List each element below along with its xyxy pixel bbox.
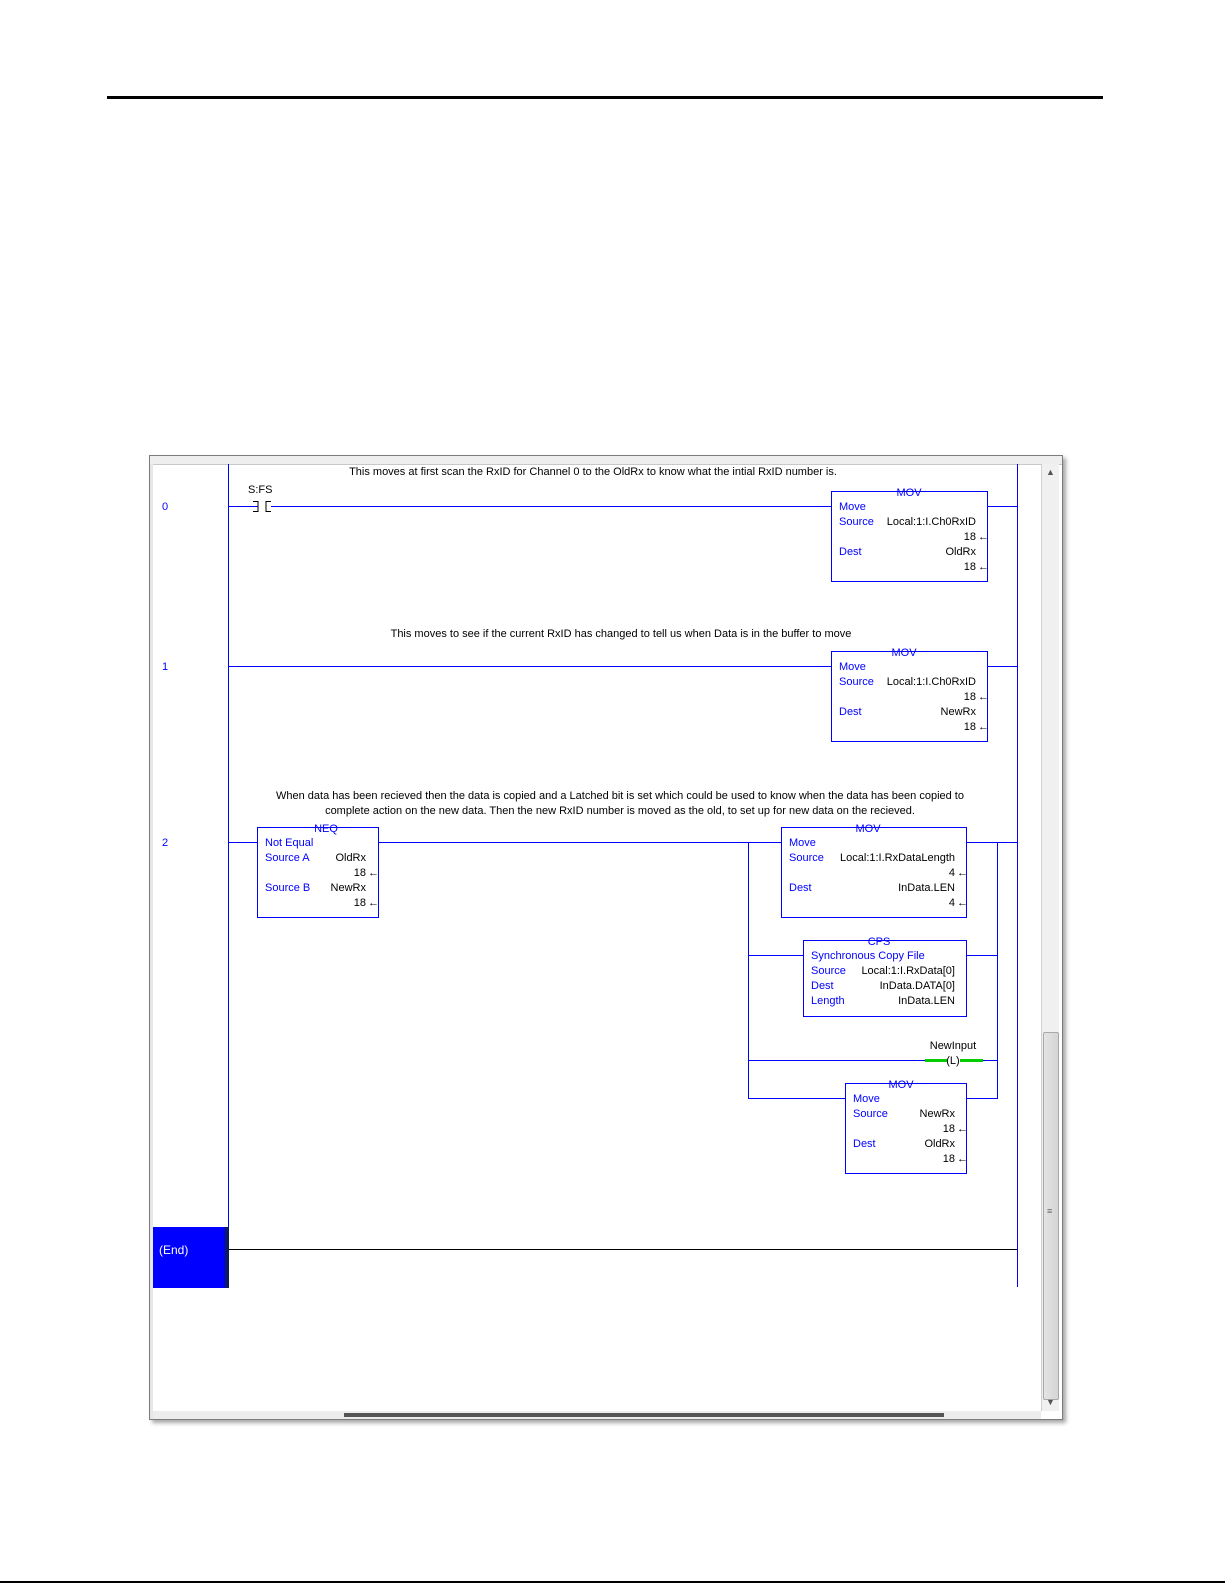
- dest-tag[interactable]: InData.LEN: [898, 882, 955, 894]
- value-arrow-icon: ←: [368, 897, 379, 909]
- instruction-mnemonic: NEQ: [314, 823, 338, 835]
- source-b-value: 18: [353, 897, 366, 909]
- up-arrow-icon[interactable]: ▲: [1046, 467, 1055, 477]
- source-tag[interactable]: Local:1:I.RxData[0]: [861, 965, 955, 977]
- instruction-title: Move: [839, 501, 866, 513]
- dest-label: Dest: [853, 1138, 876, 1150]
- rung-comment-line-1: When data has been recieved then the data is copied and a Latched bit is set which could be used to know when the data has been copied to: [276, 790, 964, 802]
- horizontal-scrollbar[interactable]: [344, 1413, 944, 1417]
- value-arrow-icon: ←: [957, 1153, 968, 1165]
- dest-label: Dest: [839, 546, 862, 558]
- instruction-mnemonic: MOV: [888, 1079, 914, 1091]
- dest-tag[interactable]: OldRx: [945, 546, 976, 558]
- rung-number: 2: [162, 837, 169, 849]
- value-arrow-icon: ←: [978, 721, 989, 733]
- dest-tag[interactable]: NewRx: [940, 706, 976, 718]
- ladder-editor-window[interactable]: [149, 455, 1063, 1420]
- source-a-tag[interactable]: OldRx: [335, 852, 366, 864]
- source-label: Source: [811, 965, 846, 977]
- source-b-tag[interactable]: NewRx: [330, 882, 366, 894]
- dest-label: Dest: [789, 882, 812, 894]
- rung-number: 0: [162, 501, 169, 513]
- rung-0[interactable]: [162, 466, 1017, 582]
- source-b-label: Source B: [265, 882, 311, 894]
- mov-oldrx-instruction[interactable]: [846, 1079, 969, 1174]
- vertical-scrollbar[interactable]: [1041, 464, 1059, 1411]
- dest-value: 18: [963, 561, 976, 573]
- source-label: Source: [789, 852, 824, 864]
- end-rung-marker[interactable]: [153, 1227, 225, 1288]
- mov-instruction[interactable]: [832, 487, 990, 582]
- cps-instruction[interactable]: [804, 936, 967, 1017]
- dest-label: Dest: [811, 980, 834, 992]
- value-arrow-icon: ←: [368, 867, 379, 879]
- rung-2[interactable]: [162, 790, 1017, 1174]
- source-label: Source: [839, 676, 874, 688]
- value-arrow-icon: ←: [978, 531, 989, 543]
- scrollbar-thumb[interactable]: [1043, 1032, 1059, 1400]
- neq-instruction[interactable]: [258, 823, 380, 918]
- value-arrow-icon: ←: [957, 1123, 968, 1135]
- down-arrow-icon[interactable]: ▼: [1046, 1397, 1055, 1407]
- ladder-diagram: [150, 456, 1040, 1411]
- instruction-title: Synchronous Copy File: [811, 950, 925, 962]
- source-a-value: 18: [353, 867, 366, 879]
- end-marker-edge: [225, 1227, 229, 1288]
- instruction-mnemonic: MOV: [891, 647, 917, 659]
- instruction-title: Move: [789, 837, 816, 849]
- header-rule: [107, 96, 1103, 99]
- rung-number: 1: [162, 661, 169, 673]
- footer-rule: [0, 1581, 1225, 1583]
- end-label: (End): [159, 1243, 189, 1257]
- source-label: Source: [839, 516, 874, 528]
- rung-comment: This moves at first scan the RxID for Channel 0 to the OldRx to know what the intial RxID number is.: [349, 466, 837, 478]
- rung-comment-line-2: complete action on the new data. Then the new RxID number is moved as the old, to set up for new data on the recieved.: [325, 805, 915, 817]
- instruction-title: Move: [853, 1093, 880, 1105]
- source-tag[interactable]: Local:1:I.Ch0RxID: [886, 516, 976, 528]
- contact-tag: S:FS: [248, 484, 273, 496]
- dest-value: 18: [963, 721, 976, 733]
- instruction-mnemonic: MOV: [855, 823, 881, 835]
- instruction-title: Not Equal: [265, 837, 314, 849]
- instruction-mnemonic: MOV: [896, 487, 922, 499]
- instruction-title: Move: [839, 661, 866, 673]
- rung-1[interactable]: [162, 628, 1017, 742]
- dest-value: 4: [948, 897, 955, 909]
- value-arrow-icon: ←: [978, 561, 989, 573]
- source-value: 18: [942, 1123, 955, 1135]
- length-label: Length: [811, 995, 845, 1007]
- value-arrow-icon: ←: [978, 691, 989, 703]
- output-latch-coil[interactable]: [925, 1040, 983, 1067]
- dest-tag[interactable]: OldRx: [924, 1138, 955, 1150]
- source-tag[interactable]: Local:1:I.RxDataLength: [840, 852, 955, 864]
- source-tag[interactable]: Local:1:I.Ch0RxID: [886, 676, 976, 688]
- latch-symbol: (L): [946, 1055, 960, 1067]
- length-tag[interactable]: InData.LEN: [898, 995, 955, 1007]
- dest-value: 18: [942, 1153, 955, 1165]
- source-a-label: Source A: [265, 852, 310, 864]
- source-value: 4: [948, 867, 955, 879]
- dest-tag[interactable]: InData.DATA[0]: [879, 980, 955, 992]
- source-tag[interactable]: NewRx: [919, 1108, 955, 1120]
- source-value: 18: [963, 691, 976, 703]
- grip-icon: ≡: [1047, 1206, 1053, 1216]
- source-value: 18: [963, 531, 976, 543]
- value-arrow-icon: ←: [957, 867, 968, 879]
- mov-instruction[interactable]: [832, 647, 990, 742]
- dest-label: Dest: [839, 706, 862, 718]
- source-label: Source: [853, 1108, 888, 1120]
- rung-comment: This moves to see if the current RxID has changed to tell us when Data is in the buffer to move: [390, 628, 852, 640]
- mov-length-instruction[interactable]: [782, 823, 969, 918]
- instruction-mnemonic: CPS: [867, 936, 891, 948]
- value-arrow-icon: ←: [957, 897, 968, 909]
- latch-tag: NewInput: [929, 1040, 977, 1052]
